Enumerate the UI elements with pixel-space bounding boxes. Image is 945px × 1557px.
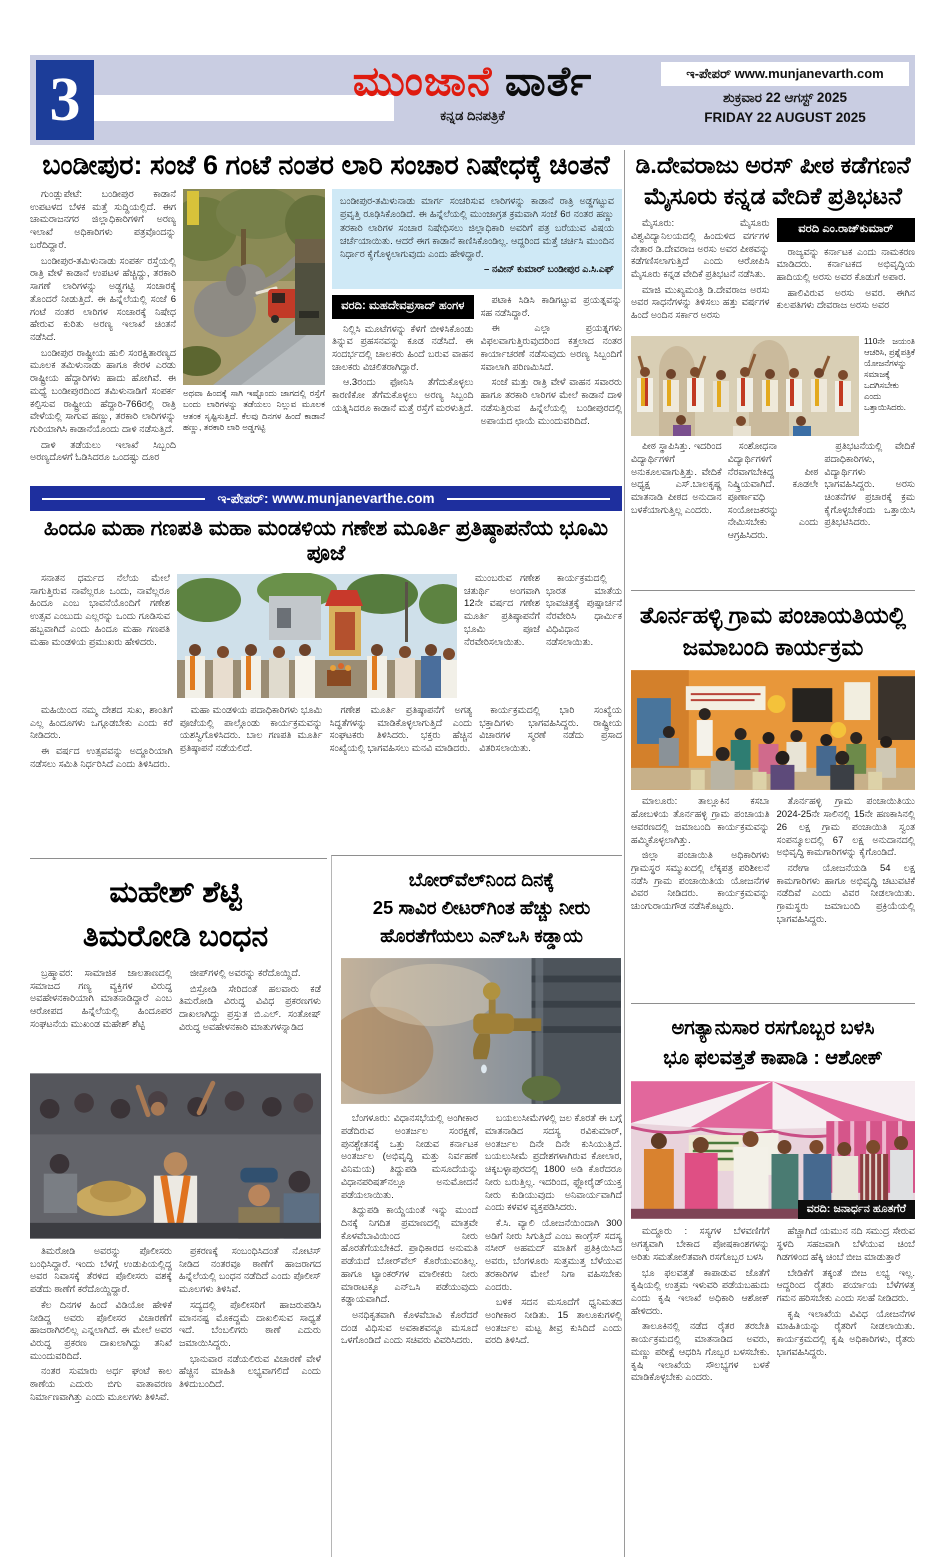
article-mahesh bbox=[30, 858, 327, 1557]
article-mahesh-bottom-col1: ತಿಮರೋಡಿ ಅವರನ್ನು ಪೊಲೀಸರು ಬಂಧಿಸಿದ್ದಾರೆ. ಇಂದು ಬೆಳಗ್ಗೆ ಉಡುಪಿಯಲ್ಲಿದ್ದ ಅವರ ನಿವಾಸಕ್ಕೆ ತೆರಳಿದ ಪೊಲೀಸರು ವಶಕ್ಕೆ ಪಡೆದು ಠಾಣೆಗೆ ಕರೆದೊಯ್ದಿದ್ದಾರೆ. ಕೆಲ ದಿನಗಳ ಹಿಂದೆ ವಿಡಿಯೋ ಹೇಳಿಕೆ ನೀಡಿದ್ದ ಅವರು ಪೊಲೀಸರ ವಿಚಾರಣೆಗೆ ಹಾಜರಾಗಿರಲಿಲ್ಲ ಎನ್ನಲಾಗಿದೆ. ಈ ಮೇಲೆ ಅವರ ವಿರುದ್ಧ ಪ್ರಕರಣ ದಾಖಲಾಗಿದ್ದು ತನಿಖೆ ಮುಂದುವರಿದಿದೆ. ನಂತರ ಸುಮಾರು ಅರ್ಧ ಘಂಟೆ ಕಾಲ ಠಾಣೆಯ ಎದುರು ಬಿಗು ವಾತಾವರಣ ನಿರ್ಮಾಣವಾಗಿತ್ತು ಎಂದು ಮೂಲಗಳು ತಿಳಿಸಿವೆ. bbox=[30, 1246, 172, 1403]
article-tornahalli-headline-line1: ತೊರ್ನಹಳ್ಳಿ ಗ್ರಾಮ ಪಂಚಾಯತಿಯಲ್ಲಿ bbox=[639, 602, 907, 628]
masthead bbox=[353, 59, 592, 124]
epaper-banner-text: ಇ-ಪೇಪರ್: www.munjanevarthe.com bbox=[217, 490, 435, 506]
date-english: FRIDAY 22 AUGUST 2025 bbox=[704, 110, 866, 125]
bandipur-infobox-attribution: – ನವೀನ್ ಕುಮಾರ್ ಬಂಡೀಪುರ ಎ.ಸಿ.ಎಫ್ bbox=[484, 263, 614, 275]
protest-group-photo bbox=[631, 336, 859, 436]
article-ganesh-bottom-col1: ಮಹಿಯಿಂದ ನಮ್ಮ ದೇಶದ ಸುಖ, ಶಾಂತಿಗೆ ಎಲ್ಲ ಹಿಂದೂಗಳು ಒಗ್ಗೂಡಬೇಕು ಎಂದು ಕರೆ ನೀಡಿದರು. ಈ ವರ್ಷದ ಉತ್ಸವವನ್ನು ಅದ್ದೂರಿಯಾಗಿ ನಡೆಸಲು ಸಮಿತಿ ನಿರ್ಧರಿಸಿದೆ ಎಂದು ತಿಳಿಸಿದರು. bbox=[30, 705, 173, 770]
epaper-banner bbox=[30, 486, 622, 511]
article-bandipur-headline: ಬಂಡೀಪುರ: ಸಂಜೆ 6 ಗಂಟೆ ನಂತರ ಲಾರಿ ಸಂಚಾರ ನಿಷೇಧಕ್ಕೆ ಚಿಂತನೆ bbox=[42, 150, 610, 180]
arrest-crowd-photo bbox=[30, 1072, 321, 1240]
article-noc-col1: ಬೆಂಗಳೂರು: ವಿಧಾನಸಭೆಯಲ್ಲಿ ಅಂಗೀಕಾರ ಪಡೆದಿರುವ ಅಂತರ್ಜಲ ಸಂರಕ್ಷಣೆ, ಪುನಶ್ಚೇತನಕ್ಕೆ ಒತ್ತು ನೀಡುವ ಕರ್ನಾಟಕ ಅಂತರ್ಜಲ (ಅಭಿವೃದ್ಧಿ ಮತ್ತು ನಿರ್ವಹಣೆ ವಿನಿಮಯ) ತಿದ್ದುಪಡಿ ಮಸೂದೆಯನ್ನು ವಿಧಾನಪರಿಷತ್‌ನಲ್ಲೂ ಅನುಮೋದನೆ ಪಡೆಯಲಾಯಿತು. ತಿದ್ದುಪಡಿ ಕಾಯ್ದೆಯಂತೆ ಇನ್ನು ಮುಂದೆ ದಿನಕ್ಕೆ ನಿಗದಿತ ಪ್ರಮಾಣದಲ್ಲಿ ಮಾತ್ರವೇ ಕೊಳವೆಬಾವಿಯಿಂದ ನೀರು ಹೊರತೆಗೆಯಬೇಕಿದೆ. ಪ್ರಾಧಿಕಾರದ ಅನುಮತಿ ಪಡೆಯದೆ ಬೋರ್‌ವೆಲ್ ಕೊರೆಯುವಂತಿಲ್ಲ. ಹಾಗೂ ಟ್ಯಾಂಕರ್‌ಗಳ ಮಾಲೀಕರು ನೀರು ಮಾರಾಟಕ್ಕೂ ಎನ್‌ಒಸಿ ಪಡೆಯುವುದು ಕಡ್ಡಾಯವಾಗಿದೆ. ಅನಧಿಕೃತವಾಗಿ ಕೊಳವೆಬಾವಿ ಕೊರೆದರೆ ದಂಡ ವಿಧಿಸುವ ಅವಕಾಶವನ್ನೂ ಮಸೂದೆ ಒಳಗೊಂಡಿದೆ ಎಂದು ಸಚಿವರು ವಿವರಿಸಿದರು. bbox=[341, 1113, 478, 1347]
bandipur-byline: ವರದಿ: ಮಹದೇವಪ್ರಸಾದ್ ಹಂಗಳ bbox=[332, 295, 474, 319]
paper-subtitle: ಕನ್ನಡ ದಿನಪತ್ರಿಕೆ bbox=[440, 108, 505, 124]
article-tornahalli-col1: ಮಾಲೂರು: ತಾಲ್ಲೂಕಿನ ಕಸಬಾ ಹೋಬಳಿಯ ತೊರ್ನಹಳ್ಳಿ ಗ್ರಾಮ ಪಂಚಾಯತಿ ಆವರಣದಲ್ಲಿ ಜಮಾಬಂದಿ ಕಾರ್ಯಕ್ರಮವನ್ನು ಹಮ್ಮಿಕೊಳ್ಳಲಾಗಿತ್ತು. ಜಿಲ್ಲಾ ಪಂಚಾಯಿತಿ ಅಧಿಕಾರಿಗಳು ಗ್ರಾಮಸ್ಥರ ಸಮ್ಮುಖದಲ್ಲಿ ಲೆಕ್ಕಪತ್ರ ಪರಿಶೀಲನೆ ನಡೆಸಿ ಗ್ರಾಮ ಪಂಚಾಯಿತಿಯ ಯೋಜನೆಗಳ ವಿವರ ನೀಡಿದರು. ಕಾರ್ಯಕ್ರಮವನ್ನು ಚುಂಗುರಾಯಗೌಡ ನಡೆಸಿಕೊಟ್ಟರು. bbox=[631, 796, 770, 913]
article-urs-headline-line1: ಡಿ.ದೇವರಾಜು ಅರಸ್ ಪೀಠ ಕಡೆಗಣನೆ bbox=[635, 152, 911, 178]
article-ganesh-headline: ಹಿಂದೂ ಮಹಾ ಗಣಪತಿ ಮಹಾ ಮಂಡಳಿಯ ಗಣೇಶ ಮೂರ್ತಿ ಪ್ರತಿಷ್ಠಾಪನೆಯ ಭೂಮಿ ಪೂಜೆ bbox=[43, 516, 609, 565]
article-bandipur bbox=[30, 150, 622, 484]
masthead-stripe bbox=[94, 95, 394, 121]
article-noc-headline-line1: ಬೋರ್‌ವೆಲ್‌ನಿಂದ ದಿನಕ್ಕೆ bbox=[408, 869, 555, 890]
bandipur-infobox bbox=[332, 189, 622, 289]
epaper-url: ಇ-ಪೇಪರ್ www.munjanevarth.com bbox=[661, 62, 909, 86]
article-urs-below-col1: ಪೀಠ ಸ್ಥಾಪಿಸಿತ್ತು. ಇದರಿಂದ ವಿದ್ಯಾರ್ಥಿಗಳಿಗೆ ಅನುಕೂಲವಾಗುತ್ತಿತ್ತು. ವೇದಿಕೆ ಅಧ್ಯಕ್ಷ ಎಸ್.ಬಾಲಕೃಷ್ಣ ಮಾತನಾಡಿ ಪೀಠದ ಅನುದಾನ ಬಳಕೆಯಾಗುತ್ತಿಲ್ಲ ಎಂದರು. bbox=[631, 441, 722, 516]
urs-byline: ವರದಿ ಎಂ.ರಾಜ್‌ಕುಮಾರ್ bbox=[777, 218, 916, 242]
article-urs-side-col: 110ನೇ ಜಯಂತಿ ಆಚರಿಸಿ, ಪ್ರಶ್ನೆಪತ್ರಿಕೆ ಯೋಜನೆಗಳನ್ನು ಸಮಾಜಕ್ಕೆ ಒದಗಿಸಬೇಕು ಎಂದು ಒತ್ತಾಯಿಸಿದರು. bbox=[864, 336, 915, 412]
article-mahesh-headline-line1: ಮಹೇಶ್ ಶೆಟ್ಟಿ bbox=[109, 876, 242, 909]
elephant-photo-caption: ಅಥವಾ ಹಿಂದಕ್ಕೆ ಸಾಗಿ ಇಷ್ಟೊಂದು ಜಾಗದಲ್ಲಿ ರಸ್ತೆಗೆ ಬಂದು ಲಾರಿಗಳನ್ನು ತಡೆಯಲು ನಿಲ್ಲುವ ಮೂಲಕ ಆತಂಕ ಸೃಷ್ಟಿಸುತ್ತಿದೆ. ಕೆಲವು ದಿನಗಳ ಹಿಂದೆ ಕಾಡಾನೆ ಹಣ್ಣು, ತರಕಾರಿ ಲಾರಿ ಅಡ್ಡಗಟ್ಟಿ bbox=[183, 388, 325, 433]
jamabandi-meeting-photo bbox=[631, 670, 915, 790]
article-mahesh-top-col2: ಜೀಪ್‌ಗಳಲ್ಲಿ ಅವರನ್ನು ಕರೆದೊಯ್ದಿದೆ. ಬಿಸ್ರೋಡಿ ಸೇರಿದಂತೆ ಹಲವಾರು ಕಡೆ ತಿಮರೋಡಿ ವಿರುದ್ಧ ವಿವಿಧ ಪ್ರಕರಣಗಳು ದಾಖಲಾಗಿದ್ದು ಪ್ರಸ್ತುತ ಬಿ.ಎಲ್. ಸಂತೋಷ್ ವಿರುದ್ಧ ಅವಹೇಳನಕಾರಿ ಮಾತುಗಳನ್ನಾಡಿದ bbox=[179, 968, 321, 1033]
article-urs-below-col3: ಪ್ರತಿಭಟನೆಯಲ್ಲಿ ವೇದಿಕೆ ಪದಾಧಿಕಾರಿಗಳು, ವಿದ್ಯಾರ್ಥಿಗಳು ಭಾಗವಹಿಸಿದ್ದರು. ಅರಸು ಚಿಂತನೆಗಳ ಪ್ರಚಾರಕ್ಕೆ ಕ್ರಮ ಕೈಗೊಳ್ಳಬೇಕೆಂದು ಒತ್ತಾಯಿಸಿ ಪ್ರತಿಭಟಿಸಿದರು. bbox=[824, 441, 915, 529]
ashok-byline: ವರದಿ: ಜನಾರ್ಧನ ಹೂತಗೆರೆ bbox=[798, 1200, 915, 1219]
article-ashok-headline-line2: ಭೂ ಫಲವತ್ತತೆ ಕಾಪಾಡಿ : ಆಶೋಕ್ bbox=[663, 1047, 883, 1070]
article-urs-col2: ರಾಜ್ಯವನ್ನು ಕರ್ನಾಟಕ ಎಂದು ನಾಮಕರಣ ಮಾಡಿದರು. ಕರ್ನಾಟಕದ ಅಭಿವೃದ್ಧಿಯ ಹಾದಿಯಲ್ಲಿ ಅರಸು ಅವರ ಕೊಡುಗೆ ಅಪಾರ. ಹಾಲಿವಿರುವ ಅರಸು ಅವರ. ಈಗಿನ ಕುಲಪತಿಗಳು ದೇವರಾಜ ಅರಸು ಅವರ bbox=[776, 246, 915, 312]
article-urs-below-col2: ಸಂಶೋಧನಾ ವಿದ್ಯಾರ್ಥಿಗಳಿಗೆ ನೆರವಾಗಬೇಕಿದ್ದ ಪೀಠ ನಿಷ್ಕ್ರಿಯವಾಗಿದೆ. ಕೂಡಲೇ ಪೂರ್ಣಾವಧಿ ಸಂಯೋಜಕರನ್ನು ನೇಮಿಸಬೇಕು ಎಂದು ಆಗ್ರಹಿಸಿದರು. bbox=[727, 441, 819, 542]
article-tornahalli-headline-line2: ಜಮಾಬಂದಿ ಕಾರ್ಯಕ್ರಮ bbox=[682, 634, 864, 661]
article-urs-protest bbox=[631, 150, 915, 587]
column-divider bbox=[624, 150, 625, 1557]
article-tornahalli-col2: ತೊರ್ನಹಳ್ಳಿ ಗ್ರಾಮ ಪಂಚಾಯಿತಿಯು 2024-25ನೇ ಸಾಲಿನಲ್ಲಿ 15ನೇ ಹಣಕಾಸಿನಲ್ಲಿ 26 ಲಕ್ಷ ಗ್ರಾಮ ಪಂಚಾಯಿತಿ ಸ್ವಂತ ಸಂಪನ್ಮೂಲದಲ್ಲಿ 67 ಲಕ್ಷ ಅನುದಾನದಲ್ಲಿ ಅಭಿವೃದ್ಧಿ ಕಾಮಗಾರಿಗಳನ್ನು ಕೈಗೊಂಡಿದೆ. ನರೇಗಾ ಯೋಜನೆಯಡಿ 54 ಲಕ್ಷ ಕಾಮಗಾರಿಗಳು ಹಾಗೂ ಅಭಿವೃದ್ಧಿ ಚಟುವಟಿಕೆ ನಡೆದಿವೆ ಎಂದು ವಿವರ ನೀಡಲಾಯಿತು. ಗ್ರಾಮಸ್ಥರು ಜಮಾಬಂದಿ ಪ್ರಕ್ರಿಯೆಯಲ್ಲಿ ಭಾಗವಹಿಸಿದ್ದರು. bbox=[776, 796, 915, 925]
article-ganesh bbox=[30, 516, 622, 856]
article-bandipur-photo-block bbox=[183, 189, 325, 477]
elephant-lorry-photo bbox=[183, 189, 325, 385]
water-tap-photo bbox=[341, 956, 621, 1106]
article-ashok-headline-line1: ಅಗತ್ಯಾನುಸಾರ ರಸಗೊಬ್ಬರ ಬಳಸಿ bbox=[671, 1017, 875, 1039]
article-noc-headline-line3: ಹೊರತೆಗೆಯಲು ಎನ್‌ಒಸಿ ಕಡ್ಡಾಯ bbox=[380, 924, 583, 946]
masthead-right bbox=[661, 62, 909, 125]
article-noc bbox=[331, 855, 622, 1557]
paper-title-red: ಮುಂಜಾನೆ bbox=[352, 58, 493, 104]
article-noc-col2: ಬಯಲುಸೀಮೆಗಳಲ್ಲಿ ಜಲ ಕೊರತೆ ಈ ಬಗ್ಗೆ ಮಾತನಾಡಿದ ಸದಸ್ಯ ರವಿಕುಮಾರ್, ಅಂತರ್ಜಲ ದಿನೇ ದಿನೇ ಕುಸಿಯುತ್ತಿದೆ. ಬಯಲುಸೀಮೆ ಪ್ರದೇಶಗಳಾಗಿರುವ ಕೋಲಾರ, ಚಿಕ್ಕಬಳ್ಳಾಪುರದಲ್ಲಿ 1800 ಅಡಿ ಕೊರೆದರೂ ನೀರು ಬರುತ್ತಿಲ್ಲ. ಇದರಿಂದ, ಫ್ಲೋರೈಡ್‌ಯುಕ್ತ ನೀರು ಕುಡಿಯುವುದು ಅನಿವಾರ್ಯವಾಗಿದೆ ಎಂದು ಕಳವಳ ವ್ಯಕ್ತಪಡಿಸಿದರು. ಕೆ.ಸಿ. ವ್ಯಾಲಿ ಯೋಜನೆಯಿಂದಾಗಿ 300 ಅಡಿಗೆ ನೀರು ಸಿಗುತ್ತಿದೆ ಎಂಬ ಕಾಂಗ್ರೆಸ್ ಸದಸ್ಯ ನಸೀರ್ ಅಹಮದ್ ಮಾತಿಗೆ ಪ್ರತಿಕ್ರಿಯಿಸಿದ ಅವರು, ಬೆಂಗಳೂರು ಸುತ್ತಮುತ್ತ ಬೆಳೆಯುವ ತರಕಾರಿಗಳ ಮೇಲೆ ನಿಗಾ ವಹಿಸಬೇಕು ಎಂದರು. ಬಳಿಕ ಸದನ ಮಸೂದೆಗೆ ಧ್ವನಿಮತದ ಅಂಗೀಕಾರ ನೀಡಿತು. 15 ತಾಲೂಕುಗಳಲ್ಲಿ ಅಂತರ್ಜಲ ಮಟ್ಟ ತೀವ್ರ ಕುಸಿದಿದೆ ಎಂದು ವರದಿ ತಿಳಿಸಿದೆ. bbox=[485, 1113, 622, 1347]
article-ganesh-left-col: ಸನಾತನ ಧರ್ಮದ ನೆಲೆಯ ಮೇಲೆ ಸಾಗುತ್ತಿರುವ ನಾವೆಲ್ಲರೂ ಒಂದು, ನಾವೆಲ್ಲರೂ ಹಿಂದೂ ಎಂಬ ಭಾವನೆಯೊಂದಿಗೆ ಗಣೇಶ ಉತ್ಸವ ಎಂಬುದು ಎಲ್ಲರನ್ನು ಒಂದು ಗೂಡಿಸುವ ಹಬ್ಬವಾಗಿದೆ ಎಂದು ಹಿಂದೂ ಮಹಾ ಗಣಪತಿ ಮಹಾ ಮಂಡಳಿಯ ಪ್ರಮುಖರು ಹೇಳಿದರು. bbox=[30, 573, 170, 648]
article-ashok-col1: ಮದ್ದೂರು : ಸಸ್ಯಗಳ ಬೆಳವಣಿಗೆಗೆ ಅಗತ್ಯವಾಗಿ ಬೇಕಾದ ಪೋಷಕಾಂಶಗಳನ್ನು ಅರಿತು ಸಮತೋಲಿತವಾಗಿ ರಸಗೊಬ್ಬರ ಬಳಸಿ ಭೂ ಫಲವತ್ತತೆ ಕಾಪಾಡುವ ಜೊತೆಗೆ ಕೃಷಿಯಲ್ಲಿ ಉತ್ತಮ ಇಳುವರಿ ಪಡೆಯಬಹುದು ಎಂದು ಕೃಷಿ ಇಲಾಖೆ ಅಧಿಕಾರಿ ಆಶೋಕ್ ಹೇಳಿದರು. ತಾಲೂಕಿನಲ್ಲಿ ನಡೆದ ರೈತರ ತರಬೇತಿ ಕಾರ್ಯಕ್ರಮದಲ್ಲಿ ಮಾತನಾಡಿದ ಅವರು, ಮಣ್ಣು ಪರೀಕ್ಷೆ ಆಧರಿಸಿ ಗೊಬ್ಬರ ಬಳಸಬೇಕು. ಕೃಷಿ ಇಲಾಖೆಯ ಸೌಲಭ್ಯಗಳ ಬಳಕೆ ಮಾಡಿಕೊಳ್ಳಬೇಕು ಎಂದರು. bbox=[631, 1226, 770, 1384]
article-noc-headline-line2: 25 ಸಾವಿರ ಲೀಟರ್‌ಗಿಂತ ಹೆಚ್ಚು ನೀರು bbox=[372, 896, 591, 918]
article-ganesh-right-col-b: ಕಾರ್ಯಕ್ರಮದಲ್ಲಿ ಭಾರತ ಮಾತೆಯ ಭಾವಚಿತ್ರಕ್ಕೆ ಪುಷ್ಪಾರ್ಚನೆ ನೆರವೇರಿಸಿ ಧಾರ್ಮಿಕ ವಿಧಿವಿಧಾನ ನಡೆಸಲಾಯಿತು. bbox=[546, 573, 622, 648]
date-kannada: ಶುಕ್ರವಾರ 22 ಆಗಸ್ಟ್ 2025 bbox=[723, 90, 847, 105]
bhoomi-puja-photo bbox=[177, 573, 457, 699]
article-mahesh-headline-line2: ತಿಮರೋಡಿ ಬಂಧನ bbox=[82, 919, 269, 953]
banner-rule-right bbox=[447, 498, 610, 500]
article-ganesh-bottom-col2: ಮಹಾ ಮಂಡಳಿಯ ಪದಾಧಿಕಾರಿಗಳು ಭೂಮಿ ಪೂಜೆಯಲ್ಲಿ ಪಾಲ್ಗೊಂಡು ಕಾರ್ಯಕ್ರಮವನ್ನು ಯಶಸ್ವಿಗೊಳಿಸಿದರು. ಬಾಲ ಗಣಪತಿ ಮೂರ್ತಿ ಪ್ರತಿಷ್ಠಾಪನೆ ನಡೆಯಲಿದೆ. bbox=[179, 705, 323, 755]
article-ashok bbox=[631, 1003, 915, 1557]
article-urs-headline-line2: ಮೈಸೂರು ಕನ್ನಡ ವೇದಿಕೆ ಪ್ರತಿಭಟನೆ bbox=[644, 182, 902, 209]
bandipur-infobox-text: ಬಂಡೀಪುರ-ತಮಿಳುನಾಡು ಮಾರ್ಗ ಸಂಚರಿಸುವ ಲಾರಿಗಳನ್ನು ಕಾಡಾನೆ ರಾತ್ರಿ ಅಡ್ಡಗಟ್ಟುವ ಪ್ರವೃತ್ತಿ ರೂಢಿಸಿಕೊಂಡಿದೆ. ಈ ಹಿನ್ನೆಲೆಯಲ್ಲಿ ಮುಂಜಾಗ್ರತ ಕ್ರಮವಾಗಿ ಸಂಜೆ 6ರ ನಂತರ ಹಣ್ಣು ತರಕಾರಿ ಲಾರಿಗಳ ಸಂಚಾರ ನಿಷೇಧಿಸಲು ಜಿಲ್ಲಾಧಿಕಾರಿ ಅವರಿಗೆ ಪತ್ರ ಬರೆಯುವ ವಿಷಯ ಚರ್ಚೆಯಾಯಿತು. ಆದರೆ ಈಗ ಕಾಡಾನೆ ಕಾಣಿಸಿಕೊಂಡಿಲ್ಲ. ಆದ್ದರಿಂದ ಮತ್ತೆ ಚರ್ಚಿಸಿ ಮುಂದಿನ ನಿರ್ಧಾರ ಕೈಗೊಳ್ಳಲಾಗುವುದು ಎಂದು ಹೇಳಿದ್ದಾರೆ. bbox=[340, 196, 614, 261]
paper-title bbox=[353, 59, 592, 104]
masthead-band bbox=[30, 55, 915, 145]
article-bandipur-col1: ಗುಂಡ್ಲುಪೇಟೆ: ಬಂಡೀಪುರ ಕಾಡಾನೆ ಉಪಟಳದ ಬೆಳಕ ಮತ್ತೆ ಸುದ್ದಿಯಲ್ಲಿದೆ. ಈಗ ಚಾಮರಾಜನಗರ ಜಿಲ್ಲಾಧಿಕಾರಿಗಳಿಗೆ ಅರಣ್ಯ ಇಲಾಖೆ ಅಧಿಕಾರಿಗಳು ಪತ್ರವೊಂದನ್ನು ಬರೆದಿದ್ದಾರೆ. ಬಂಡೀಪುರ-ತಮಿಳುನಾಡು ಸಂಪರ್ಕ ರಸ್ತೆಯಲ್ಲಿ ರಾತ್ರಿ ವೇಳೆ ಕಾಡಾನೆ ಉಪಟಳ ಹೆಚ್ಚಿದ್ದು, ತರಕಾರಿ ಸಾಗಣೆ ಲಾರಿಗಳನ್ನು ಅಡ್ಡಗಟ್ಟಿ ಸಂಚಾರಕ್ಕೆ ತೊಂದರೆ ನೀಡುತ್ತಿದೆ. ಈ ಹಿನ್ನೆಲೆಯಲ್ಲಿ ಸಂಜೆ 6 ಗಂಟೆ ನಂತರ ಲಾರಿಗಳ ಸಂಚಾರಕ್ಕೆ ನಿಷೇಧ ಹೇರುವ ಕುರಿತು ಅರಣ್ಯ ಇಲಾಖೆ ಚಿಂತನೆ ನಡೆಸಿದೆ. ಬಂಡೀಪುರ ರಾಷ್ಟ್ರೀಯ ಹುಲಿ ಸಂರಕ್ಷಿತಾರಣ್ಯದ ಮೂಲಕ ತಮಿಳುನಾಡು ಹಾಗೂ ಕೇರಳ ಎರಡು ರಾಷ್ಟ್ರೀಯ ಹೆದ್ದಾರಿಗಳು ಹಾದು ಹೋಗಿವೆ. ಈ ಮಧ್ಯೆ ಬಂಡೀಪುರದಿಂದ ತಮಿಳುನಾಡಿಗೆ ಸಂಪರ್ಕ ಕಲ್ಪಿಸುವ ರಾಷ್ಟ್ರೀಯ ಹೆದ್ದಾರಿ-766ರಲ್ಲಿ ರಾತ್ರಿ ವೇಳೆಯಲ್ಲಿ ಸಾಗುವ ಹಣ್ಣು, ತರಕಾರಿ ಲಾರಿಗಳನ್ನು ಗುರಿಯಾಗಿಸಿ ಕಾಡಾನೆಯೊಂದು ದಾಳಿ ನಡೆಸುತ್ತಿದೆ. ದಾಳಿ ತಡೆಯಲು ಇಲಾಖೆ ಸಿಬ್ಬಂದಿ ಅರಣ್ಯದೊಳಗೆ ಓಡಿಸಿದರೂ ಒಂದಷ್ಟು ದೂರ bbox=[30, 189, 176, 464]
article-ashok-col2: ಹೆಚ್ಚಾಗಿದೆ ಯಮುನ ನದಿ ಸಮುದ್ರ ಸೇರುವ ಸ್ಥಳದಿ ಸಹಜವಾಗಿ ಬೆಳೆಯುವ ಚಿಂಬೆ ಗಿಡಗಳಿಂದ ಹೆಕ್ಕಿ ಚಿಂಬೆ ಬೀಜ ಮಾಡುತ್ತಾರೆ ಬೇಡಿಕೆಗೆ ತಕ್ಕಂತೆ ಬೀಜ ಲಭ್ಯ ಇಲ್ಲ. ಆದ್ದರಿಂದ ರೈತರು ಪರ್ಯಾಯ ಬೆಳೆಗಳತ್ತ ಗಮನ ಹರಿಸಬೇಕು ಎಂದು ಸಲಹೆ ನೀಡಿದರು. ಕೃಷಿ ಇಲಾಖೆಯ ವಿವಿಧ ಯೋಜನೆಗಳ ಮಾಹಿತಿಯನ್ನು ರೈತರಿಗೆ ನೀಡಲಾಯಿತು. ಕಾರ್ಯಕ್ರಮದಲ್ಲಿ ಕೃಷಿ ಅಧಿಕಾರಿಗಳು, ರೈತರು ಭಾಗವಹಿಸಿದ್ದರು. bbox=[776, 1226, 915, 1358]
article-ganesh-bottom-col4: ಕಾರ್ಯಕ್ರಮದಲ್ಲಿ ಭಾರಿ ಸಂಖ್ಯೆಯ ಭಕ್ತಾದಿಗಳು ಭಾಗವಹಿಸಿದ್ದರು. ರಾಷ್ಟ್ರೀಯ ವಿಚಾರಗಳ ಸ್ಮರಣೆ ನಡೆದು ಪ್ರಸಾದ ವಿತರಿಸಲಾಯಿತು. bbox=[479, 705, 622, 755]
article-bandipur-col2: ನಿಲ್ಲಿಸಿ ಮೂಟೆಗಳನ್ನು ಕೆಳಗೆ ಬೀಳಿಸಿಕೊಂಡು ತಿನ್ನುವ ಪ್ರಹಸನವನ್ನು ಕೂಡ ನಡೆಸಿದೆ. ಈ ಸಂದರ್ಭದಲ್ಲಿ ಚಾಲಕರು ಹಿಂದೆ ಬರುವ ವಾಹನ ಚಾಲಕರು ವಿಚಲಿತರಾಗಿದ್ದಾರೆ. ಆ.3ರಂದು ಫೋನಿಸಿ ತೆಗೆದುಕೊಳ್ಳಲು ಕಾರಣಿಕೋ ತೆಗೆಮಕೊಳ್ಳಲು ಅರಣ್ಯ ಸಿಬ್ಬಂದಿ ಯತ್ನಿಸಿದರೂ ಕಾಡಾನೆ ಮತ್ತೆ ರಸ್ತೆಗೆ ಮರಳುತ್ತಿದೆ. bbox=[332, 323, 474, 414]
page-number: 3 bbox=[36, 60, 94, 140]
paper-title-black: ವಾರ್ತೆ bbox=[504, 58, 593, 104]
ashok-photo-block bbox=[631, 1081, 915, 1219]
banner-rule-left bbox=[42, 498, 205, 500]
article-ganesh-right-col-a: ಮುಂಬರುವ ಗಣೇಶ ಚತುರ್ಥಿ ಅಂಗವಾಗಿ 12ನೇ ವರ್ಷದ ಗಣೇಶ ಮೂರ್ತಿ ಪ್ರತಿಷ್ಠಾಪನೆಗೆ ಭೂಮಿ ಪೂಜೆ ನೆರವೇರಿಸಲಾಯಿತು. bbox=[464, 573, 540, 648]
article-mahesh-top-col1: ಬ್ರಹ್ಮಾವರ: ಸಾಮಾಜಿಕ ಜಾಲತಾಣದಲ್ಲಿ ಸಮಾಜದ ಗಣ್ಯ ವ್ಯಕ್ತಿಗಳ ವಿರುದ್ಧ ಅವಹೇಳನಕಾರಿಯಾಗಿ ಮಾತನಾಡಿದ್ದಾರೆ ಎಂಬ ಆರೋಪದ ಹಿನ್ನೆಲೆಯಲ್ಲಿ ಹಿಂದೂಪರ ಸಂಘಟನೆಯ ಮುಖಂಡ ಮಹೇಶ್ ಶೆಟ್ಟಿ bbox=[30, 968, 172, 1030]
article-ganesh-bottom-col3: ಗಣೇಶ ಮೂರ್ತಿ ಪ್ರತಿಷ್ಠಾಪನೆಗೆ ಅಗತ್ಯ ಸಿದ್ಧತೆಗಳನ್ನು ಮಾಡಿಕೊಳ್ಳಲಾಗುತ್ತಿದೆ ಎಂದು ಸಂಘಟಕರು ತಿಳಿಸಿದರು. ಭಕ್ತರು ಹೆಚ್ಚಿನ ಸಂಖ್ಯೆಯಲ್ಲಿ ಭಾಗವಹಿಸಲು ಮನವಿ ಮಾಡಿದರು. bbox=[329, 705, 473, 755]
article-mahesh-bottom-col2: ಪ್ರಕರಣಕ್ಕೆ ಸಂಬಂಧಿಸಿದಂತೆ ನೋಟಿಸ್ ನೀಡಿದ ನಂತರವೂ ಠಾಣೆಗೆ ಹಾಜರಾಗದ ಹಿನ್ನೆಲೆಯಲ್ಲಿ ಬಂಧನ ನಡೆದಿದೆ ಎಂದು ಪೊಲೀಸ್ ಮೂಲಗಳು ತಿಳಿಸಿವೆ. ಸದ್ಯದಲ್ಲಿ ಪೊಲೀಸರಿಗೆ ಹಾಜರುಪಡಿಸಿ ಮಾನನಷ್ಟ ಮೊಕದ್ದಮೆ ದಾಖಲಿಸುವ ಸಾಧ್ಯತೆ ಇದೆ. ಬೆಂಬಲಿಗರು ಠಾಣೆ ಎದುರು ಜಮಾಯಿಸಿದ್ದರು. ಭಾನುವಾರ ನಡೆಯಲಿರುವ ವಿಚಾರಣೆ ವೇಳೆ ಹೆಚ್ಚಿನ ಮಾಹಿತಿ ಲಭ್ಯವಾಗಲಿದೆ ಎಂದು ತಿಳಿದುಬಂದಿದೆ. bbox=[179, 1246, 321, 1391]
article-tornahalli bbox=[631, 590, 915, 1002]
article-urs-col1: ಮೈಸೂರು: ಮೈಸೂರು ವಿಶ್ವವಿದ್ಯಾನಿಲಯದಲ್ಲಿ ಹಿಂದುಳಿದ ವರ್ಗಗಳ ನೇತಾರ ಡಿ.ದೇವರಾಜ ಅರಸು ಅವರ ಪೀಠವನ್ನು ಕಡೆಗಣಿಸಲಾಗುತ್ತಿದೆ ಎಂದು ಆರೋಪಿಸಿ ಮೈಸೂರು ಕನ್ನಡ ವೇದಿಕೆ ಪ್ರತಿಭಟನೆ ನಡೆಸಿತು. ಮಾಜಿ ಮುಖ್ಯಮಂತ್ರಿ ಡಿ.ದೇವರಾಜ ಅರಸು ಅವರ ಸಾಧನೆಗಳನ್ನು ತಿಳಿಸಲು ಹತ್ತು ವರ್ಷಗಳ ಹಿಂದೆ ಅಂದಿನ ಸರ್ಕಾರ ಅರಸು bbox=[631, 218, 770, 322]
article-bandipur-col3: ಪಟಾಕಿ ಸಿಡಿಸಿ ಕಾಡಿಗಟ್ಟುವ ಪ್ರಯತ್ನವನ್ನು ಸಹ ನಡೆಸಿದ್ದಾರೆ. ಈ ಎಲ್ಲಾ ಪ್ರಯತ್ನಗಳು ವಿಫಲವಾಗುತ್ತಿರುವುದರಿಂದ ಕತ್ತಲಾದ ನಂತರ ಕಾರ್ಯಾಚರಣೆ ನಡೆಸುವುದು ಅರಣ್ಯ ಸಿಬ್ಬಂದಿಗೆ ಸವಾಲಾಗಿ ಪರಿಣಮಿಸಿದೆ. ಸಂಜೆ ಮತ್ತು ರಾತ್ರಿ ವೇಳೆ ವಾಹನ ಸವಾರರು ಹಾಗೂ ತರಕಾರಿ ಲಾರಿಗಳ ಮೇಲೆ ಕಾಡಾನೆ ದಾಳಿ ನಡೆಸುತ್ತಿರುವ ಹಿನ್ನೆಲೆಯಲ್ಲಿ ಬಂಡೀಪುರದಲ್ಲಿ ಅಪಾಯದ ಛಾಯೆ ಮುಂದುವರಿದಿದೆ. bbox=[480, 295, 622, 427]
farmers-event-photo bbox=[631, 1081, 915, 1219]
